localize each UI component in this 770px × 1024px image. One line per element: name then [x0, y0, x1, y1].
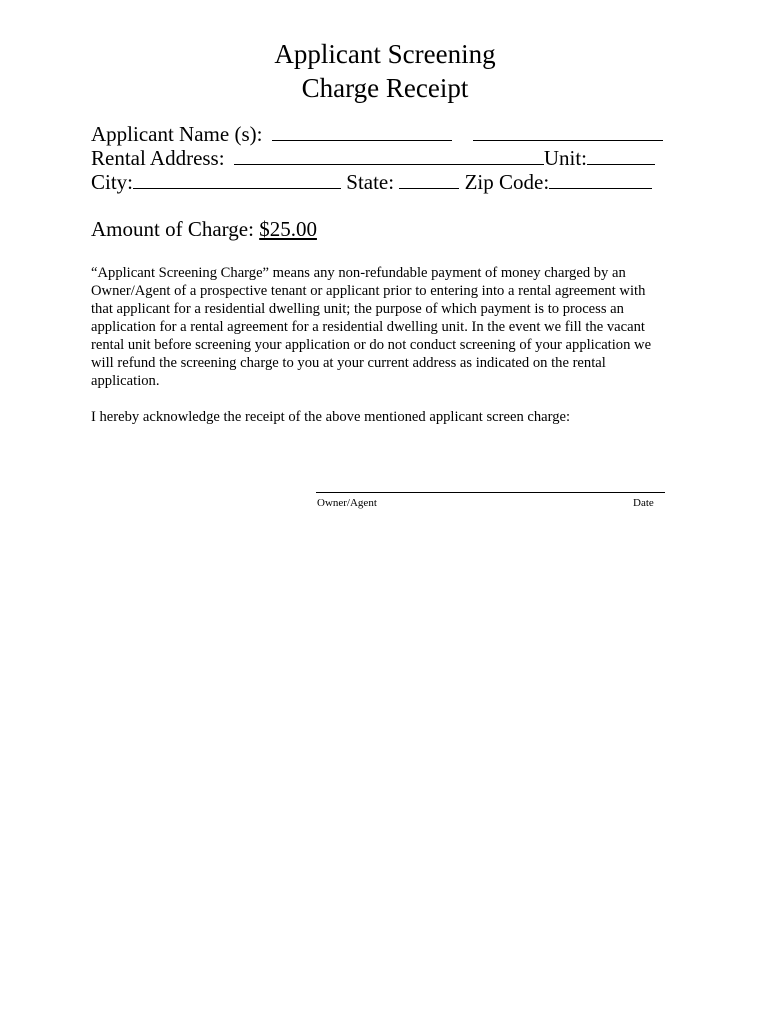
zip-code-label: Zip Code:: [464, 170, 550, 194]
definition-line: application for a rental agreement for a residential dwelling unit. In the event we fill the vacant: [91, 319, 645, 335]
city-blank[interactable]: [133, 171, 341, 189]
date-label: Date: [633, 497, 654, 509]
rental-address-row: [91, 146, 655, 170]
owner-agent-label: Owner/Agent: [317, 497, 377, 509]
applicant-name-blank-1[interactable]: [272, 123, 452, 141]
rental-address-blank[interactable]: [234, 147, 544, 165]
applicant-name-label: Applicant Name (s):: [91, 122, 263, 146]
state-blank[interactable]: [399, 171, 459, 189]
state-label: State:: [346, 170, 395, 194]
applicant-name-row: [91, 122, 663, 146]
amount-value: $25.00: [259, 217, 317, 241]
unit-blank[interactable]: [587, 147, 655, 165]
amount-label: Amount of Charge:: [91, 217, 254, 241]
definition-line: application.: [91, 373, 160, 389]
city-label: City:: [91, 170, 134, 194]
definition-line: rental unit before screening your application or do not conduct screening of your application we: [91, 337, 652, 353]
definition-paragraph: [91, 264, 681, 390]
applicant-name-blank-2[interactable]: [473, 123, 663, 141]
signature-line[interactable]: [316, 492, 665, 493]
amount-of-charge: [91, 217, 317, 241]
acknowledgement-text: I hereby acknowledge the receipt of the above mentioned applicant screen charge:: [91, 409, 571, 425]
definition-line: Owner/Agent of a prospective tenant or applicant prior to entering into a rental agreement with: [91, 283, 646, 299]
definition-line: “Applicant Screening Charge” means any non-refundable payment of money charged by an: [91, 265, 626, 281]
definition-line: will refund the screening charge to you at your current address as indicated on the rental: [91, 355, 606, 371]
city-state-zip-row: [91, 170, 652, 194]
document-title-line-2: Charge Receipt: [301, 73, 469, 103]
zip-code-blank[interactable]: [549, 171, 652, 189]
definition-line: that applicant for a residential dwelling unit; the purpose of which payment is to process an: [91, 301, 624, 317]
unit-label: Unit:: [543, 146, 587, 170]
rental-address-label: Rental Address:: [91, 146, 225, 170]
document-title-line-1: Applicant Screening: [274, 39, 496, 69]
